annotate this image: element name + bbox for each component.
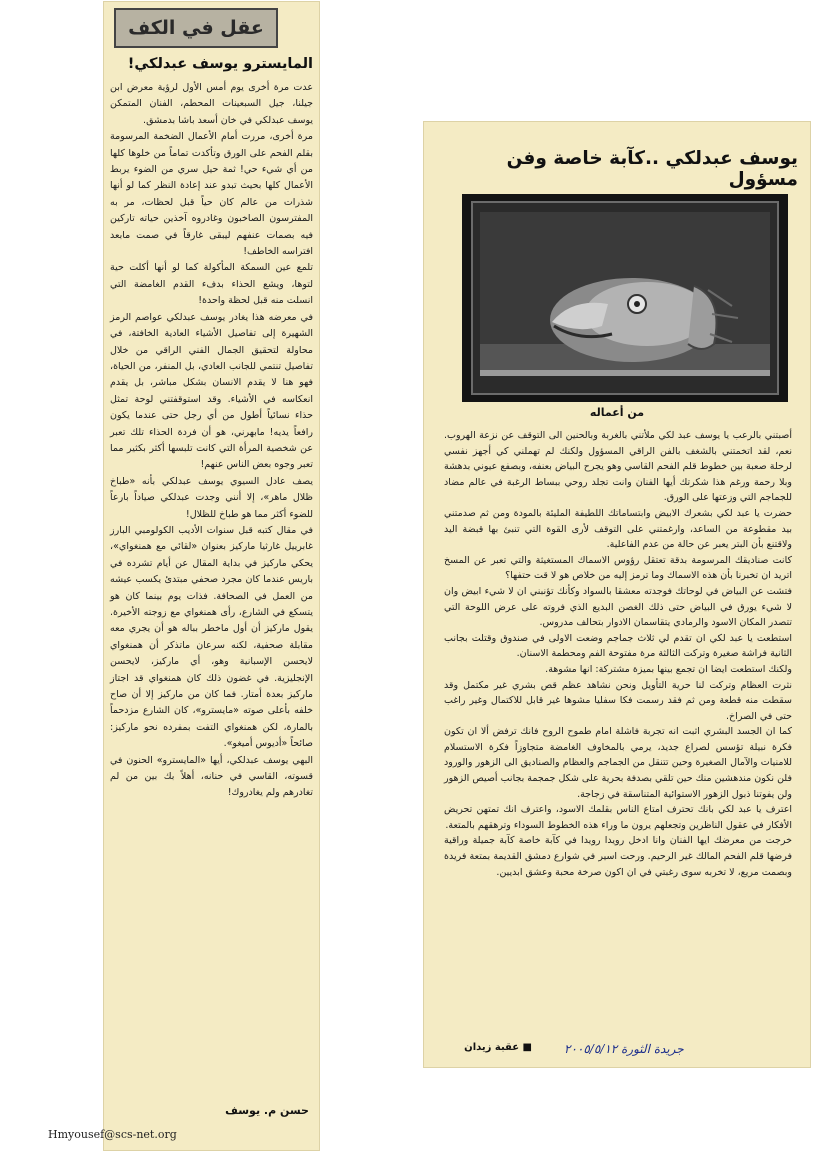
- column-header: عقل في الكف: [114, 8, 278, 48]
- right-paragraph: كما ان الجسد البشري اثبت انه تجربة فاشلة امام طموح الروح فانك ترفض ألا ان تكون فكرة نبيلة تؤسس لصراع جديد، يرمي بالمخاوف الغامضة متجاوزاً فكرة الاستسلام للامنيات والآمال الصغيرة وحين تتنقل من الجماجم والعظام والصناديق الى الزهور والورود فلن نكون مندهشين منك حين تلقي بصدفة بحرية على شكل جمجمة بجانب أصيص الزهور ولن يفوتنا ذبول الزهور الاستوائية المتناسقة في زجاجة.: [444, 726, 792, 800]
- left-author: حسن م. يوسف: [225, 1104, 309, 1117]
- left-paragraph: في معرضه هذا يغادر يوسف عبدلكي عواصم الرمز الشهيرة إلى تفاصيل الأشياء العادية الخافتة، في محاولة لتحقيق الجمال الفني الراقي من خلال تفاصيل تنتمي للجانب العادي، بل المنفر، من الحياة، فهو هنا لا يقدم الانسان بشكل مباشر، بل يقدم انعكاسه في الأشياء. وقد استوقفتني لوحة تمثل حذاء نسائياً أطول من أي رجل حتى عندما يكون رافعاً يديه! مابهرني، هو أن فردة الحذاء تلك تعبر عن شخصية المرأة التي كانت تلبسها أكثر بكثير مما تعبر وجوه بعض الناس عنهم!: [110, 311, 313, 471]
- left-article-title: المايسترو يوسف عبدلكي!: [127, 56, 313, 72]
- left-paragraph: تلمع عين السمكة المأكولة كما لو أنها أكلت حية لتوها، ويشع الحذاء بدفء القدم الغامضة التي انسلت منه قبل لحظة واحدة!: [110, 262, 313, 307]
- left-paragraph: في مقال كتبه قبل سنوات الأديب الكولومبي البارز غابرييل غارثيا ماركيز بعنوان «لقائي مع همنغواي»، يحكي ماركيز في بداية المقال عن أيام تشرده في باريس عندما كان مجرد صحفي مبتدئ يكسب عيشه من العمل في الصحافة. فذات يوم بينما كان هو يتسكع في الشارع، رأى همنغواي مع زوجته الأخيرة. يقول ماركيز أن أول ماخطر بباله هو أن يجري معه مقابلة صحفية، لكنه سرعان ماتذكر أن همنغواي لايحسن الإسبانية وهو، أي ماركيز، لايحسن الإنجليزية. في غضون ذلك كان همنغواي قد اجتاز ماركيز بعدة أمتار. فما كان من ماركيز إلا أن صاح خلفه بأعلى صوته «مايسترو»، كان الشارع مزدحماً بالمارة، لكن همنغواي التفت بمفرده نحو ماركيز: صائحاً «أديوس أميغو».: [110, 524, 313, 750]
- right-paragraph: نثرت العظام وتركت لنا حرية التأويل ونحن نشاهد عظم قص بشري غير مكتمل وقد سقطت منه قطعة ومن ثم فقد رسمت فكا سفليا مشوها غير قابل للاكتمال وغير راغب حتى في الصراخ.: [444, 679, 792, 722]
- left-paragraph: مرة أخرى، مررت أمام الأعمال الضخمة المرسومة بقلم الفحم على الورق وتأكدت تماماً من خلوها كلها من أي شيء حي! ثمة حيل سري من الضوء يربط الأعمال كلها بحيث تبدو عند إعادة النظر كما لو أنها شذرات من عالم كان حياً قبل لحظات، مر به المفترسون الصاخبون وغادروه آخذين حياته تاركين فيه بصمات عنفهم ليبقى غارقاً في صمت مابعد افتراسه الخاطف!: [110, 131, 313, 258]
- right-paragraph: أصبتني بالرعب يا يوسف عبد لكي ملأتني بالغربة وبالحنين الى التوقف عن نزعة الهروب. نعم، لقد اتخمتني بالشغف بالفن الراقي المسؤول ولكنك لم تهملني كي أجهز نفسي لرحلة صعبة بين خطوط قلم الفحم القاسي وهو يجرح البياض بعنفه، وبصفع عيوني بدهشة وبلا رحمة ورغم هذا شكرتك أيها الفنان وانت تجلد روحي ببساط الرغبة في عالم مضاد للجماجم التي وزعتها على الورق.: [444, 430, 792, 504]
- right-paragraph: كانت صناديقك المرسومة بدقة تعتقل رؤوس الاسماك المستغيثة والتي تعبر عن المسخ اتريد ان تخبرنا بأن هذه الاسماك وما ترمز إليه من خلاص هو لا قت حتفها؟: [444, 554, 792, 582]
- right-paragraph: خرجت من معرضك ايها الفنان وانا ادخل رويدا رويدا في كآبة خاصة كآبة جميلة وراقية فرضها قلم الفحم المالك غير الرحيم. ورحت اسير في شوارع دمشق القديمة بمتعة فريدة وبصمت مريع، لا تخربه سوى رغبتي في ان اكون صرخة محبة وعشق ابديين.: [444, 835, 792, 878]
- left-article-body: [110, 80, 313, 1092]
- right-paragraph: فتشت عن البياض في لوحاتك فوجدته معشقا بالسواد وكأنك تؤنبني ان لا شيء ابيض وان لا شيء يورق في البياض حتى ذلك الغصن البديع الذي فروته على عرض اللوحة التي تتصدر المكان الاسود والرمادي يتقاسمان الادوار بتحالف مدروس.: [444, 585, 792, 629]
- right-paragraph: اعترف يا عبد لكي بانك تحترف امتاع الناس بقلمك الاسود، واعترف انك تمتهن تحريض الأفكار في عقول الناظرين وتجعلهم يرون ما وراء هذه الخطوط السوداء وترهقهم بالمتعة.: [444, 804, 792, 831]
- author-email: Hmyousef@scs-net.org: [48, 1128, 177, 1141]
- handwritten-source-note: جريدة الثورة ٢٠٠٥/٥/١٢: [564, 1042, 684, 1056]
- photo-caption: من أعماله: [589, 406, 645, 419]
- right-newspaper-clipping: [424, 122, 810, 1067]
- left-paragraph: البهي يوسف عبدلكي، أيها «المايسترو» الحنون في قسوته، القاسي في حنانه، أهلاً بك بين من لم تغادرهم ولم يغادروك!: [110, 754, 313, 799]
- right-paragraph: حضرت يا عبد لكي بشعرك الابيض وابتساماتك اللطيفة المليئة بالمودة ومن ثم صدمتني بيد مقطوعة من الساعد، وارغمتني على التوقف لأرى القوة التي تنبئ بها قبضة اليد ولاقتنع بأن البتر يعبر عن حالة من عدم الفاعلية.: [444, 507, 792, 551]
- artwork-photo: [462, 194, 788, 402]
- right-author: ■ عقبة زيدان: [464, 1042, 532, 1053]
- right-paragraph: ولكنك استطعت ايضا ان تجمع بينها بميزة مشتركة: انها مشوهة.: [545, 663, 792, 675]
- right-article-body: [444, 428, 792, 1040]
- left-paragraph: عدت مرة أخرى يوم أمس الأول لرؤية معرض ابن جيلنا، جيل السبعينات المحطم، الفنان المتمكن يوسف عبدلكي في خان أسعد باشا بدمشق.: [110, 82, 313, 126]
- fish-head-drawing: [462, 194, 788, 402]
- left-newspaper-clipping: [48, 2, 319, 1150]
- right-article-title: يوسف عبدلكي ..كآبة خاصة وفن مسؤول: [506, 148, 798, 190]
- right-paragraph: استطعت يا عبد لكي ان تقدم لي ثلاث جماجم وضعت الاولى في صندوق وقتلت بجانب الثانية فراشة صغيرة وتركت الثالثة مرة مفتوحة الفم ومحطمة الاسنان.: [444, 632, 792, 660]
- left-paragraph: يصف عادل السيوي يوسف عبدلكي بأنه «طباخ ظلال ماهر»، إلا أنني وجدت عبدلكي صياداً بارعاً للضوء أكثر مما هو طباخ للظلال!: [110, 475, 313, 520]
